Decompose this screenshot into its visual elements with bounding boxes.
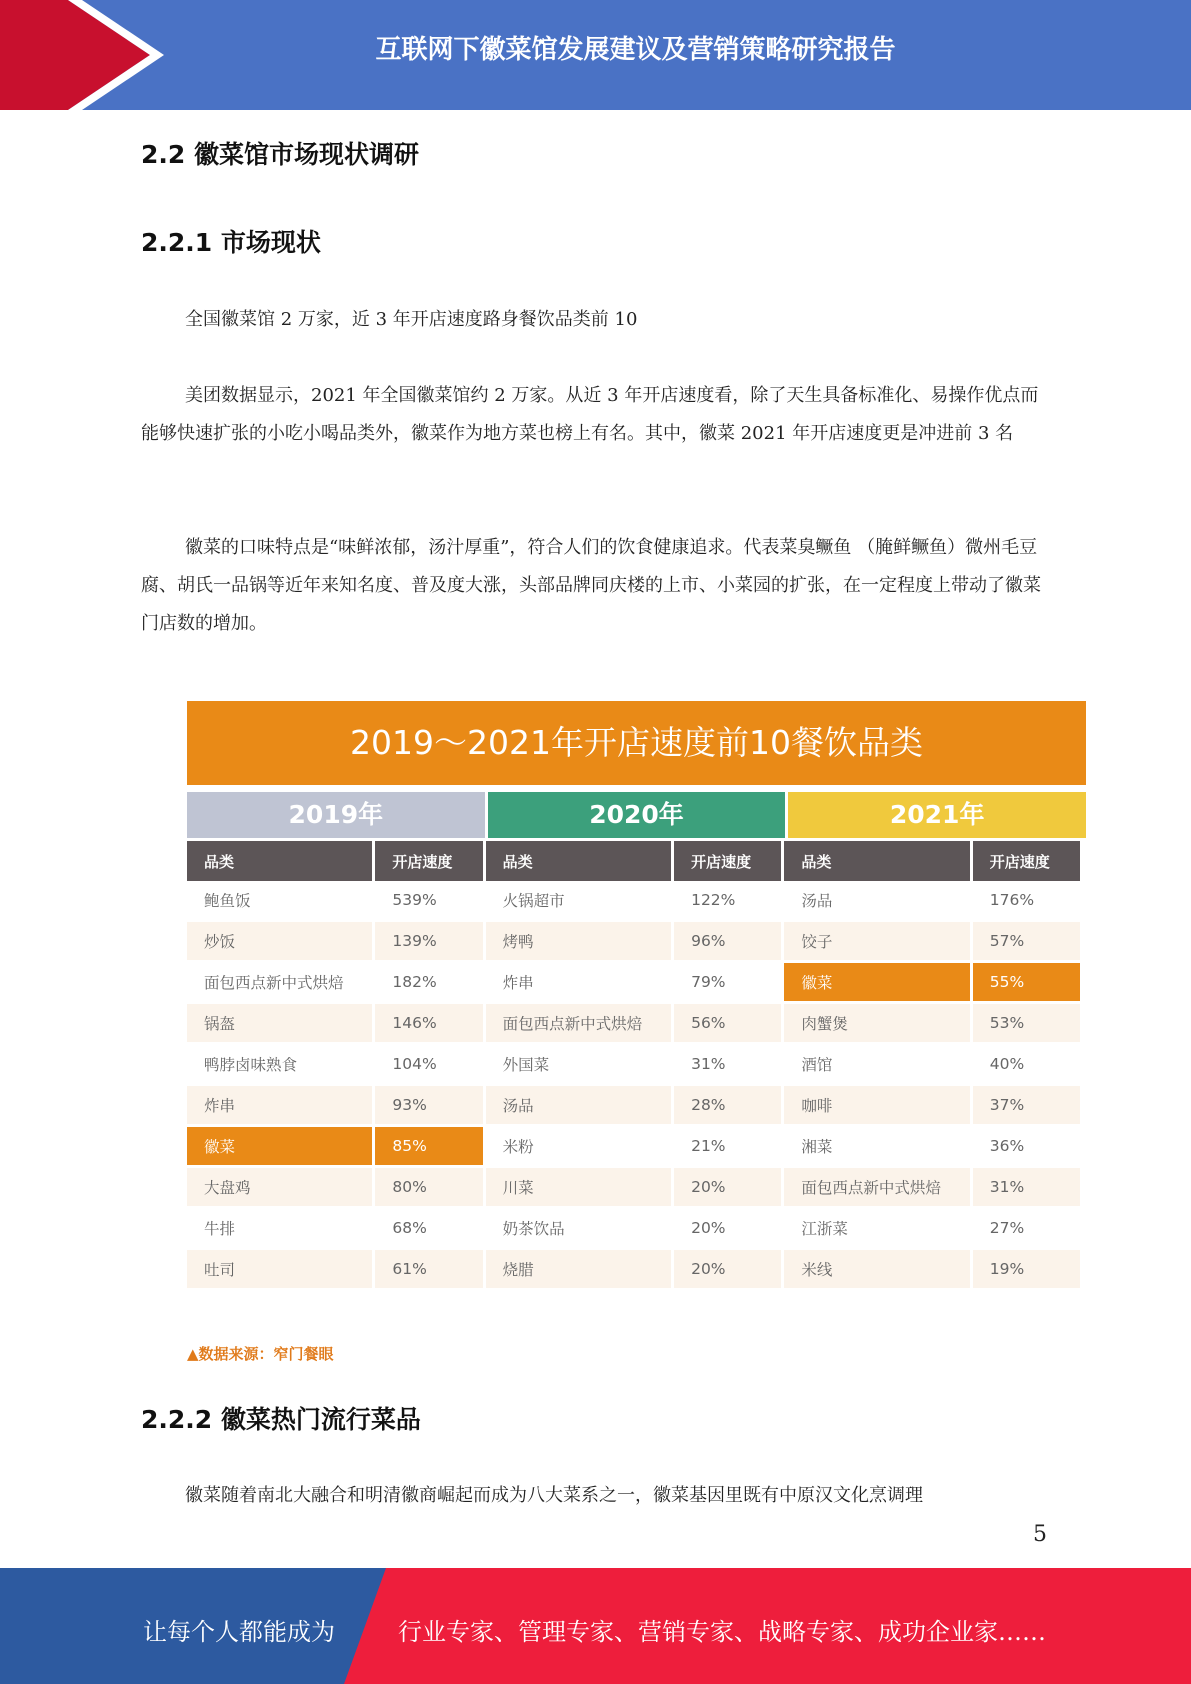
- table-cell-speed: 146%: [375, 1004, 482, 1045]
- table-cell-speed: 40%: [973, 1045, 1080, 1086]
- paragraph-2-text: 美团数据显示，2021 年全国徽菜馆约 2 万家。从近 3 年开店速度看，除了天生具备标准化、易操作优点而能够快速扩张的小吃小喝品类外，徽菜作为地方菜也榜上有名。其中，徽菜 2021 年开店速度更是冲进前 3 名: [141, 385, 1039, 444]
- table-cell-category: 锅盔: [187, 1004, 372, 1045]
- table-row: [187, 922, 1080, 963]
- table-cell-speed: 31%: [973, 1168, 1080, 1209]
- table-cell-speed: 19%: [973, 1250, 1080, 1291]
- table-cell-category: 徽菜: [784, 963, 969, 1004]
- page-footer: [0, 1568, 1191, 1684]
- table-cell-speed: 20%: [674, 1209, 781, 1250]
- table-cell-category: 牛排: [187, 1209, 372, 1250]
- table-cell-speed: 57%: [973, 922, 1080, 963]
- table-cell-category: 肉蟹煲: [784, 1004, 969, 1045]
- table-row: [187, 1168, 1080, 1209]
- table-cell-category: 外国菜: [486, 1045, 671, 1086]
- table-cell-speed: 176%: [973, 881, 1080, 922]
- table-cell-category: 酒馆: [784, 1045, 969, 1086]
- table-cell-speed: 539%: [375, 881, 482, 922]
- column-header-category: 品类: [486, 841, 671, 881]
- table-cell-speed: 79%: [674, 963, 781, 1004]
- table-cell-speed: 55%: [973, 963, 1080, 1004]
- table-cell-speed: 182%: [375, 963, 482, 1004]
- table-cell-speed: 21%: [674, 1127, 781, 1168]
- table-cell-category: 面包西点新中式烘焙: [486, 1004, 671, 1045]
- ranking-figure: [187, 701, 1086, 1291]
- table-row: [187, 1045, 1080, 1086]
- table-cell-category: 奶茶饮品: [486, 1209, 671, 1250]
- table-cell-category: 湘菜: [784, 1127, 969, 1168]
- table-cell-speed: 80%: [375, 1168, 482, 1209]
- table-cell-category: 吐司: [187, 1250, 372, 1291]
- table-cell-speed: 104%: [375, 1045, 482, 1086]
- column-header-speed: 开店速度: [674, 841, 781, 881]
- table-cell-category: 炸串: [187, 1086, 372, 1127]
- section-heading: 2.2 徽菜馆市场现状调研: [141, 140, 419, 169]
- table-cell-speed: 93%: [375, 1086, 482, 1127]
- footer-slogan-left: 让每个人都能成为: [143, 1618, 335, 1646]
- paragraph-2: [141, 377, 1046, 453]
- table-cell-speed: 31%: [674, 1045, 781, 1086]
- table-row: [187, 1004, 1080, 1045]
- table-cell-category: 面包西点新中式烘焙: [187, 963, 372, 1004]
- paragraph-1-text: 全国徽菜馆 2 万家，近 3 年开店速度路身餐饮品类前 10: [185, 309, 638, 330]
- figure-title: 2019～2021年开店速度前10餐饮品类: [187, 701, 1086, 785]
- data-source-note: ▲数据来源：窄门餐眼: [187, 1345, 334, 1363]
- table-cell-speed: 96%: [674, 922, 781, 963]
- table-cell-speed: 37%: [973, 1086, 1080, 1127]
- page-number: 5: [1033, 1522, 1047, 1547]
- page-header: [0, 0, 1191, 110]
- paragraph-4: [141, 1477, 1046, 1515]
- table-cell-category: 米粉: [486, 1127, 671, 1168]
- table-cell-speed: 56%: [674, 1004, 781, 1045]
- ranking-table-body: [187, 881, 1080, 1291]
- ranking-table: [184, 841, 1083, 1291]
- column-header-speed: 开店速度: [973, 841, 1080, 881]
- subsection-heading-market: 2.2.1 市场现状: [141, 228, 321, 257]
- table-header-row: [187, 841, 1080, 881]
- table-cell-category: 川菜: [486, 1168, 671, 1209]
- table-cell-speed: 61%: [375, 1250, 482, 1291]
- year-2019: 2019年: [187, 792, 485, 838]
- table-cell-speed: 139%: [375, 922, 482, 963]
- paragraph-3: [141, 529, 1046, 643]
- paragraph-1: [141, 301, 1046, 339]
- table-cell-category: 炒饭: [187, 922, 372, 963]
- table-cell-category: 汤品: [486, 1086, 671, 1127]
- table-cell-category: 烤鸭: [486, 922, 671, 963]
- table-cell-speed: 53%: [973, 1004, 1080, 1045]
- table-cell-category: 炸串: [486, 963, 671, 1004]
- table-cell-speed: 85%: [375, 1127, 482, 1168]
- table-row: [187, 1086, 1080, 1127]
- table-cell-category: 面包西点新中式烘焙: [784, 1168, 969, 1209]
- table-row: [187, 881, 1080, 922]
- table-cell-category: 汤品: [784, 881, 969, 922]
- column-header-category: 品类: [187, 841, 372, 881]
- table-cell-category: 徽菜: [187, 1127, 372, 1168]
- column-header-speed: 开店速度: [375, 841, 482, 881]
- table-cell-speed: 122%: [674, 881, 781, 922]
- table-row: [187, 1250, 1080, 1291]
- table-cell-category: 大盘鸡: [187, 1168, 372, 1209]
- table-cell-speed: 28%: [674, 1086, 781, 1127]
- header-title: 互联网下徽菜馆发展建议及营销策略研究报告: [375, 35, 896, 65]
- year-2021: 2021年: [788, 792, 1086, 838]
- year-header-row: [187, 792, 1086, 838]
- table-cell-speed: 20%: [674, 1168, 781, 1209]
- table-cell-speed: 20%: [674, 1250, 781, 1291]
- paragraph-3-text: 徽菜的口味特点是“味鲜浓郁，汤汁厚重”，符合人们的饮食健康追求。代表菜臭鳜鱼 （腌鲜鳜鱼）微州毛豆腐、胡氏一品锅等近年来知名度、普及度大涨，头部品牌同庆楼的上市、小菜园的扩张，在一定程度上带动了徽菜门店数的增加。: [141, 537, 1041, 634]
- table-cell-category: 烧腊: [486, 1250, 671, 1291]
- table-row: [187, 1127, 1080, 1168]
- table-row: [187, 963, 1080, 1004]
- table-cell-speed: 68%: [375, 1209, 482, 1250]
- table-cell-category: 鲍鱼饭: [187, 881, 372, 922]
- table-cell-category: 咖啡: [784, 1086, 969, 1127]
- year-2020: 2020年: [488, 792, 786, 838]
- paragraph-4-text: 徽菜随着南北大融合和明清徽商崛起而成为八大菜系之一，徽菜基因里既有中原汉文化烹调理: [185, 1485, 923, 1506]
- table-cell-speed: 27%: [973, 1209, 1080, 1250]
- footer-slogan-right: 行业专家、管理专家、营销专家、战略专家、成功企业家……: [398, 1618, 1046, 1646]
- subsection-heading-dishes: 2.2.2 徽菜热门流行菜品: [141, 1405, 421, 1434]
- column-header-category: 品类: [784, 841, 969, 881]
- table-cell-category: 火锅超市: [486, 881, 671, 922]
- table-cell-speed: 36%: [973, 1127, 1080, 1168]
- table-cell-category: 米线: [784, 1250, 969, 1291]
- table-cell-category: 饺子: [784, 922, 969, 963]
- table-cell-category: 江浙菜: [784, 1209, 969, 1250]
- table-cell-category: 鸭脖卤味熟食: [187, 1045, 372, 1086]
- table-row: [187, 1209, 1080, 1250]
